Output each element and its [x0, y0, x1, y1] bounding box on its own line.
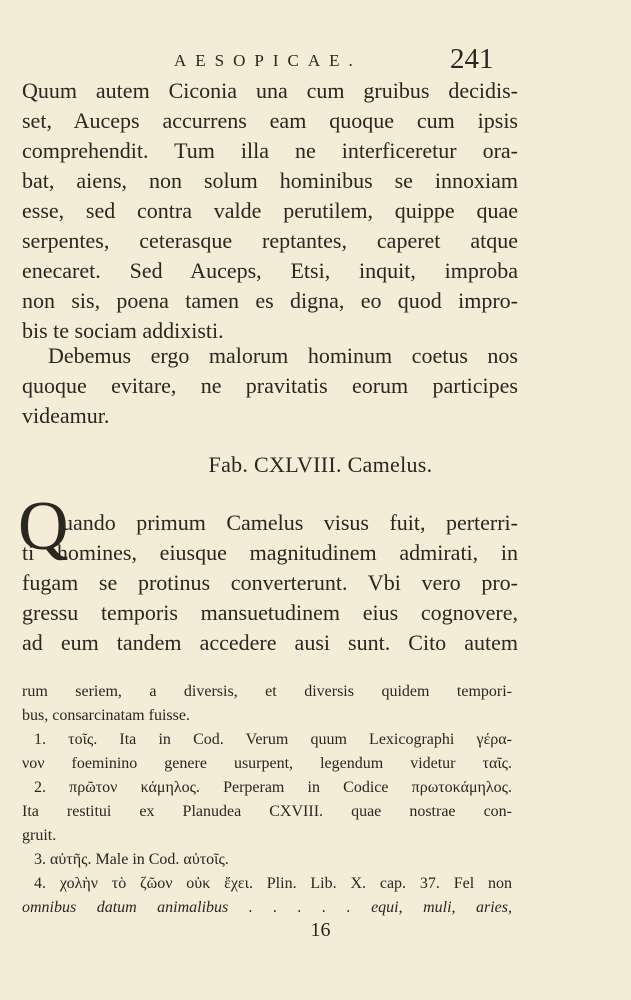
- footnote-line: Ita restitui ex Planudea CXVIII. quae nostrae con-: [22, 803, 512, 820]
- footnote-line: 3. αὐτῆς. Male in Cod. αὐτοῖς.: [34, 851, 229, 868]
- footnote-line: gruit.: [22, 827, 57, 844]
- footnote-line: 4. χολὴν τὸ ζῶον οὐκ ἔχει. Plin. Lib. X. cap. 37. Fel non: [34, 875, 512, 892]
- footnote-line: omnibus datum animalibus . . . . . equi, muli, aries,: [22, 899, 512, 916]
- text-line: bat, aiens, non solum hominibus se innoxiam: [22, 168, 518, 193]
- text-line: comprehendit. Tum illa ne interficeretur ora-: [22, 138, 518, 163]
- text-line: ad eum tandem accedere ausi sunt. Cito autem: [22, 630, 518, 655]
- text-line: non sis, poena tamen es digna, eo quod impro-: [22, 288, 518, 313]
- paragraph-moral: [22, 341, 518, 431]
- text-line: enecaret. Sed Auceps, Etsi, inquit, improba: [22, 258, 518, 283]
- page-number: 241: [450, 43, 494, 75]
- text-line: videamur.: [22, 403, 110, 428]
- signature-mark: 16: [310, 919, 331, 941]
- text-line: quoque evitare, ne pravitatis eorum participes: [22, 373, 518, 398]
- running-title: AESOPICAE.: [174, 51, 362, 70]
- text-line: uando primum Camelus visus fuit, perterri-: [62, 510, 518, 535]
- text-line: ti homines, eiusque magnitudinem admirati, in: [22, 540, 518, 565]
- text-line: set, Auceps accurrens eam quoque cum ipsis: [22, 108, 518, 133]
- text-line: Quum autem Ciconia una cum gruibus decidis-: [22, 78, 518, 103]
- text-line: fugam se protinus converterunt. Vbi vero pro-: [22, 570, 518, 595]
- footnote-line: bus, consarcinatam fuisse.: [22, 707, 190, 724]
- text-line: esse, sed contra valde perutilem, quippe quae: [22, 198, 518, 223]
- drop-cap: Q: [18, 488, 69, 565]
- text-line: Debemus ergo malorum hominum coetus nos: [48, 343, 518, 368]
- footnote-line: rum seriem, a diversis, et diversis quidem tempori-: [22, 683, 512, 700]
- footnotes: [22, 680, 512, 920]
- fable-title: Fab. CXLVIII. Camelus.: [208, 452, 433, 477]
- paragraph-ciconia: [22, 76, 518, 346]
- text-line: bis te sociam addixisti.: [22, 318, 224, 343]
- footnote-line: 2. πρῶτον κάμηλος. Perperam in Codice πρωτοκάμηλος.: [34, 779, 512, 796]
- footnote-line: 1. τοῖς. Ita in Cod. Verum quum Lexicographi γέρα-: [34, 731, 512, 748]
- footnote-line: νον foeminino genere usurpent, legendum videtur ταῖς.: [22, 755, 512, 772]
- text-line: gressu temporis mansuetudinem eius cognovere,: [22, 600, 518, 625]
- text-line: serpentes, ceterasque reptantes, caperet atque: [22, 228, 518, 253]
- paragraph-camelus: [22, 508, 518, 658]
